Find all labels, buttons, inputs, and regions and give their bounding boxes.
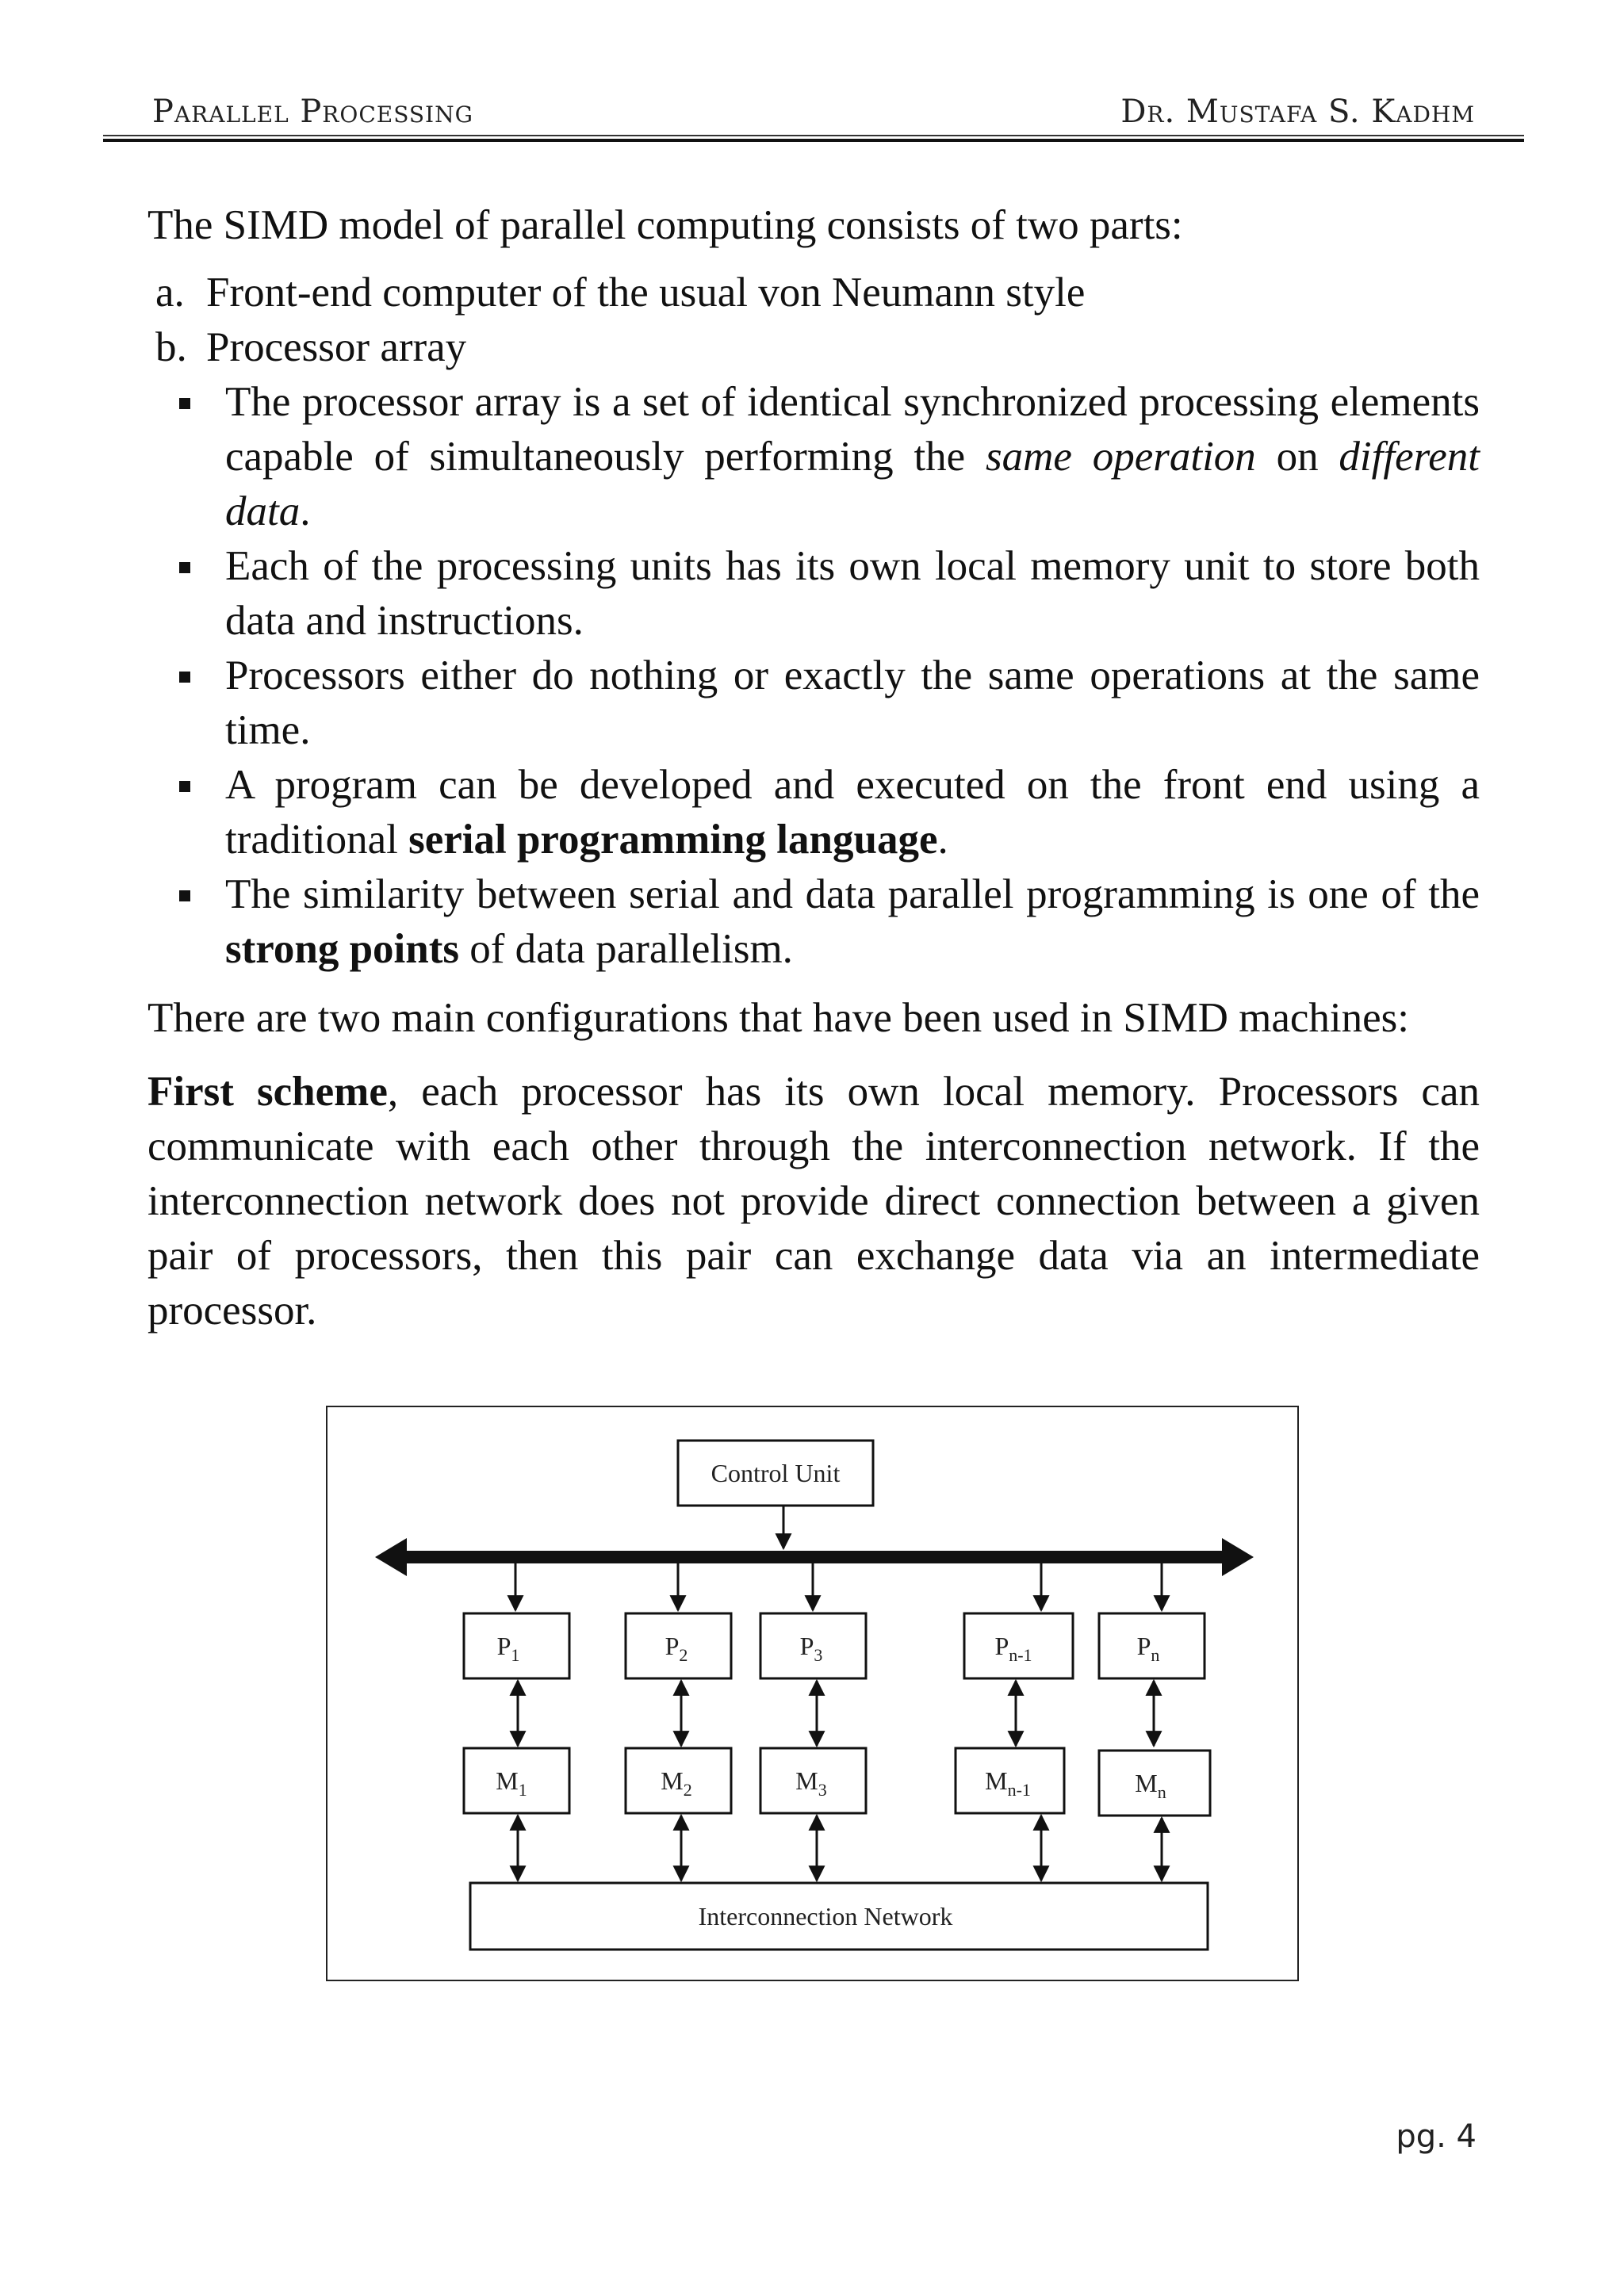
square-bullet-icon xyxy=(179,672,190,683)
page-header xyxy=(103,94,1522,141)
configurations-paragraph: There are two main configurations that have been used in SIMD machines: xyxy=(147,995,1409,1041)
memory-label: M xyxy=(661,1766,684,1795)
bus-arrow-left-icon xyxy=(375,1538,407,1576)
part-label: a. xyxy=(155,270,185,316)
processor-subscript: 1 xyxy=(511,1645,520,1665)
page-number: pg. 4 xyxy=(1396,2118,1477,2155)
memory-subscript: n-1 xyxy=(1007,1780,1031,1800)
control-unit-label: Control Unit xyxy=(710,1459,841,1487)
processor-subscript: n xyxy=(1151,1645,1160,1665)
memory-label: M xyxy=(496,1766,519,1795)
processor-label: P xyxy=(1136,1632,1151,1660)
memory-mn xyxy=(1099,1751,1210,1816)
bullet-text: . xyxy=(300,488,311,534)
first-scheme-paragraph xyxy=(147,1065,1480,1338)
bullet-item xyxy=(147,539,1480,649)
processor-pn xyxy=(1099,1563,1205,1678)
memory-label: M xyxy=(985,1766,1008,1795)
memory-label: M xyxy=(795,1766,818,1795)
memory-m3 xyxy=(760,1748,866,1813)
processor-subscript: 3 xyxy=(814,1645,823,1665)
part-text: Processor array xyxy=(206,324,467,370)
bullet-item xyxy=(147,758,1480,867)
square-bullet-icon xyxy=(179,562,190,573)
bullet-item xyxy=(147,649,1480,758)
processor-label: P xyxy=(496,1632,511,1660)
bullet-text: Each of the processing units has its own local memory unit to store both data and instructions. xyxy=(225,543,1480,644)
main-content xyxy=(147,198,1480,1357)
processor-label: P xyxy=(665,1632,680,1660)
bullet-text: The processor array is a set of identical synchronized processing elements capable of simultaneously performing the xyxy=(225,379,1480,480)
square-bullet-icon xyxy=(179,781,190,792)
square-bullet-icon xyxy=(179,890,190,901)
header-course-title: Parallel Processing xyxy=(152,94,473,130)
processor-p1 xyxy=(464,1563,569,1678)
part-text: Front-end computer of the usual von Neumann style xyxy=(206,270,1086,316)
header-rule-thin xyxy=(103,135,1524,136)
broadcast-bus xyxy=(399,1551,1224,1563)
memory-subscript: 2 xyxy=(683,1780,692,1800)
first-scheme-label: First scheme xyxy=(147,1069,388,1115)
bullet-text: The similarity between serial and data parallel programming is one of the xyxy=(225,871,1480,917)
bullet-bold: strong points xyxy=(225,926,460,972)
memory-label: M xyxy=(1135,1769,1158,1797)
part-item-b xyxy=(147,320,1480,375)
simd-diagram-svg xyxy=(327,1407,1300,1983)
interconnection-network-label: Interconnection Network xyxy=(698,1902,953,1931)
bullet-text: of data parallelism. xyxy=(459,926,793,972)
processor-pn-1 xyxy=(964,1563,1073,1678)
bullet-emphasis: same operation xyxy=(986,434,1256,480)
bullet-text: Processors either do nothing or exactly the same operations at the same time. xyxy=(225,652,1480,753)
processor-label: P xyxy=(994,1632,1009,1660)
simd-diagram xyxy=(326,1406,1299,1981)
processor-label: P xyxy=(799,1632,814,1660)
bullet-text: A program can be developed and executed on the front end using a traditional xyxy=(225,762,1480,863)
processor-subscript: 2 xyxy=(679,1645,688,1665)
memory-subscript: n xyxy=(1157,1782,1166,1802)
part-item-a xyxy=(147,266,1480,320)
bullet-item xyxy=(147,375,1480,539)
bullet-bold: serial programming language xyxy=(408,817,938,863)
intro-paragraph: The SIMD model of parallel computing consists of two parts: xyxy=(147,202,1183,248)
memory-m2 xyxy=(626,1748,731,1813)
bus-arrow-right-icon xyxy=(1222,1538,1254,1576)
memory-mn-1 xyxy=(956,1748,1064,1813)
bullet-text: . xyxy=(937,817,948,863)
bullet-emphasis: different data xyxy=(225,434,1480,534)
memory-subscript: 1 xyxy=(518,1780,527,1800)
part-label: b. xyxy=(155,324,187,370)
memory-m1 xyxy=(464,1748,569,1813)
bullet-text: on xyxy=(1255,434,1339,480)
memory-subscript: 3 xyxy=(818,1780,827,1800)
processor-array-bullets xyxy=(147,375,1480,977)
processor-p2 xyxy=(626,1563,731,1678)
header-rule-thick xyxy=(103,139,1524,142)
bullet-item xyxy=(147,867,1480,977)
processor-subscript: n-1 xyxy=(1009,1645,1032,1665)
header-author: Dr. Mustafa S. Kadhm xyxy=(1120,94,1475,130)
first-scheme-text: , each processor has its own local memory. Processors can communicate with each other through the interconnection network. If the interconnection network does not provide direct connection between a given pair of processors, then this pair can exchange data via an intermediate processor. xyxy=(147,1069,1480,1334)
processor-p3 xyxy=(760,1563,866,1678)
square-bullet-icon xyxy=(179,398,190,409)
parts-list xyxy=(147,266,1480,375)
